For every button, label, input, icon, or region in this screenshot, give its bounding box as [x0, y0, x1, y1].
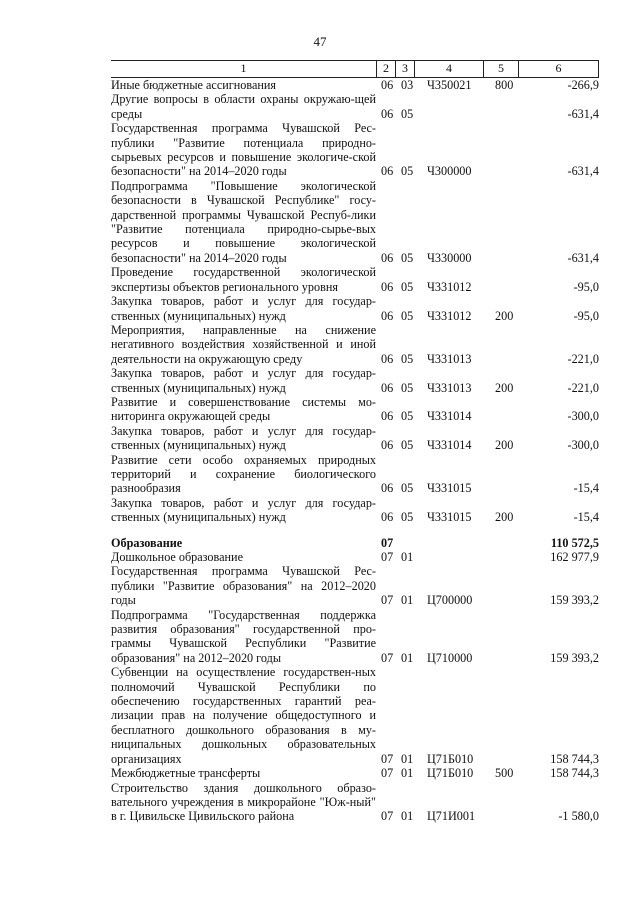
table-row: [111, 550, 599, 564]
row-subsection: 03: [401, 78, 414, 92]
table-row: [111, 766, 599, 780]
row-section: 07: [381, 550, 394, 564]
row-target-code: Ч350021: [427, 78, 472, 92]
row-expense-type: 500: [495, 766, 514, 781]
row-subsection: 05: [401, 250, 414, 265]
row-name: Межбюджетные трансферты: [111, 766, 261, 781]
table-row: [111, 395, 599, 424]
row-amount: -95,0: [573, 279, 599, 294]
table-row: [111, 366, 599, 395]
row-target-code: Ц71И001: [427, 809, 476, 824]
row-name: Образование: [111, 535, 183, 550]
table-row: [111, 294, 599, 323]
row-subsection: 05: [401, 380, 414, 395]
row-subsection: 01: [401, 766, 414, 781]
row-name: Проведение государственной экологической экспертизы объектов регионального уровня: [111, 265, 376, 294]
row-name: Развитие и совершенствование системы мо-ниторинга окружающей среды: [111, 394, 376, 424]
row-expense-type: 800: [495, 78, 514, 92]
row-subsection: 01: [401, 809, 414, 824]
row-expense-type: 200: [495, 510, 514, 525]
row-section: 07: [381, 593, 394, 608]
row-expense-type: 200: [495, 438, 514, 453]
row-subsection: 05: [401, 279, 414, 294]
row-subsection: 01: [401, 650, 414, 665]
table-row: [111, 536, 599, 550]
table-row: [111, 781, 599, 824]
table-row: [111, 78, 599, 92]
row-amount: 110 572,5: [550, 535, 599, 550]
header-col-6: 6: [518, 61, 599, 77]
row-name: Закупка товаров, работ и услуг для государ-ственных (муниципальных) нужд: [111, 366, 376, 395]
row-subsection: 05: [401, 409, 414, 424]
row-section: 06: [381, 351, 394, 366]
row-section: 06: [381, 250, 394, 265]
row-section: 06: [381, 481, 394, 496]
row-section: 06: [381, 409, 394, 424]
row-subsection: 05: [401, 164, 414, 179]
row-section: 06: [381, 438, 394, 453]
row-name: Подпрограмма "Повышение экологической безопасности в Чувашской Республике" госу-дарственной программы Чувашской Респуб-лики "Развитие потенциала природно-сырье-вых ресурсов и повышение экологической безопасности" на 2014–2020 годы: [111, 178, 376, 265]
row-target-code: Ц700000: [427, 593, 473, 608]
page-number: 47: [313, 34, 327, 49]
row-subsection: 01: [401, 550, 414, 564]
row-amount: -631,4: [567, 106, 599, 121]
table-row: [111, 608, 599, 666]
row-name: Государственная программа Чувашской Рес-публики "Развитие образования" на 2012–2020 годы: [111, 564, 376, 608]
row-amount: 162 977,9: [550, 550, 599, 564]
row-name: Мероприятия, направленные на снижение негативного воздействия хозяйственной и иной деятельности на окружающую среду: [111, 322, 376, 366]
row-target-code: Ч331014: [427, 409, 472, 424]
row-name: Закупка товаров, работ и услуг для государ-ственных (муниципальных) нужд: [111, 423, 376, 453]
row-subsection: 05: [401, 510, 414, 525]
row-section: 07: [381, 650, 394, 665]
row-name: Дошкольное образование: [111, 550, 243, 564]
table-row: [111, 92, 599, 121]
row-subsection: 05: [401, 308, 414, 323]
row-target-code: Ч331012: [427, 279, 472, 294]
row-amount: -221,0: [567, 380, 599, 395]
table-row: [111, 424, 599, 453]
row-target-code: Ч331015: [427, 510, 472, 525]
row-section: 06: [381, 510, 394, 525]
row-target-code: Ц710000: [427, 650, 473, 665]
row-amount: -631,4: [567, 250, 599, 265]
table-row: [111, 265, 599, 294]
table-row: [111, 453, 599, 496]
row-target-code: Ч331013: [427, 380, 472, 395]
table-row: [111, 179, 599, 265]
row-target-code: Ч300000: [427, 164, 472, 179]
row-amount: 159 393,2: [550, 650, 599, 665]
row-amount: -300,0: [567, 438, 599, 453]
row-subsection: 05: [401, 481, 414, 496]
row-name: Подпрограмма "Государственная поддержка развития образования" государственной про-граммы Чувашской Республики "Развитие образования" на 2012–2020 годы: [111, 607, 376, 665]
header-col-2: 2: [376, 61, 395, 77]
row-amount: 158 744,3: [550, 766, 599, 781]
row-subsection: 05: [401, 438, 414, 453]
row-amount: -95,0: [573, 308, 599, 323]
row-name: Строительство здания дошкольного образо-вательного учреждения в микрорайоне "Юж-ный" в г. Цивильске Цивильского района: [111, 780, 376, 824]
row-expense-type: 200: [495, 308, 514, 323]
row-amount: -266,9: [567, 78, 599, 92]
row-amount: -15,4: [573, 481, 599, 496]
row-section: 06: [381, 164, 394, 179]
row-section: 07: [381, 535, 394, 550]
row-amount: -221,0: [567, 351, 599, 366]
row-name: Развитие сети особо охраняемых природных территорий и сохранение биологического разнообразия: [111, 452, 376, 496]
header-col-4: 4: [414, 61, 483, 77]
row-section: 06: [381, 78, 394, 92]
header-col-5: 5: [483, 61, 518, 77]
header-col-1: 1: [240, 61, 247, 75]
row-expense-type: 200: [495, 380, 514, 395]
row-target-code: Ц71Б010: [427, 766, 474, 781]
row-name: Закупка товаров, работ и услуг для государ-ственных (муниципальных) нужд: [111, 294, 376, 323]
row-target-code: Ч331013: [427, 351, 472, 366]
row-subsection: 01: [401, 751, 414, 766]
row-subsection: 01: [401, 593, 414, 608]
row-subsection: 05: [401, 106, 414, 121]
row-section: 07: [381, 766, 394, 781]
row-section: 06: [381, 279, 394, 294]
row-section: 07: [381, 751, 394, 766]
row-amount: -1 580,0: [558, 809, 599, 824]
row-name: Иные бюджетные ассигнования: [111, 78, 277, 92]
row-target-code: Ч331014: [427, 438, 472, 453]
row-name: Закупка товаров, работ и услуг для государ-ственных (муниципальных) нужд: [111, 495, 376, 525]
row-amount: -300,0: [567, 409, 599, 424]
row-name: Субвенции на осуществление государствен-ных полномочий Чувашской Республики по обеспечению государственных гарантий реа-лизации прав на получение общедоступного и бесплатного дошкольного образования в му-ниципальных дошкольных образовательных организациях: [111, 665, 376, 766]
row-amount: 159 393,2: [550, 593, 599, 608]
table-row: [111, 665, 599, 766]
row-section: 07: [381, 809, 394, 824]
table-row: [111, 323, 599, 366]
row-amount: -631,4: [567, 164, 599, 179]
table-header: [111, 60, 599, 78]
table-row: [111, 564, 599, 607]
row-target-code: Ц71Б010: [427, 751, 474, 766]
row-section: 06: [381, 308, 394, 323]
row-target-code: Ч331015: [427, 481, 472, 496]
row-section: 06: [381, 380, 394, 395]
header-col-3: 3: [395, 61, 414, 77]
budget-table: [111, 60, 599, 824]
row-name: Государственная программа Чувашской Рес-публики "Развитие потенциала природно-сырьевых ресурсов и повышение экологиче-ской безопасности" на 2014–2020 годы: [111, 121, 376, 179]
row-section: 06: [381, 106, 394, 121]
row-subsection: 05: [401, 351, 414, 366]
table-row: [111, 496, 599, 525]
row-name: Другие вопросы в области охраны окружаю-щей среды: [111, 92, 376, 121]
table-body: [111, 78, 599, 824]
table-row: [111, 121, 599, 179]
row-target-code: Ч330000: [427, 250, 472, 265]
row-amount: -15,4: [573, 510, 599, 525]
row-amount: 158 744,3: [550, 751, 599, 766]
row-target-code: Ч331012: [427, 308, 472, 323]
